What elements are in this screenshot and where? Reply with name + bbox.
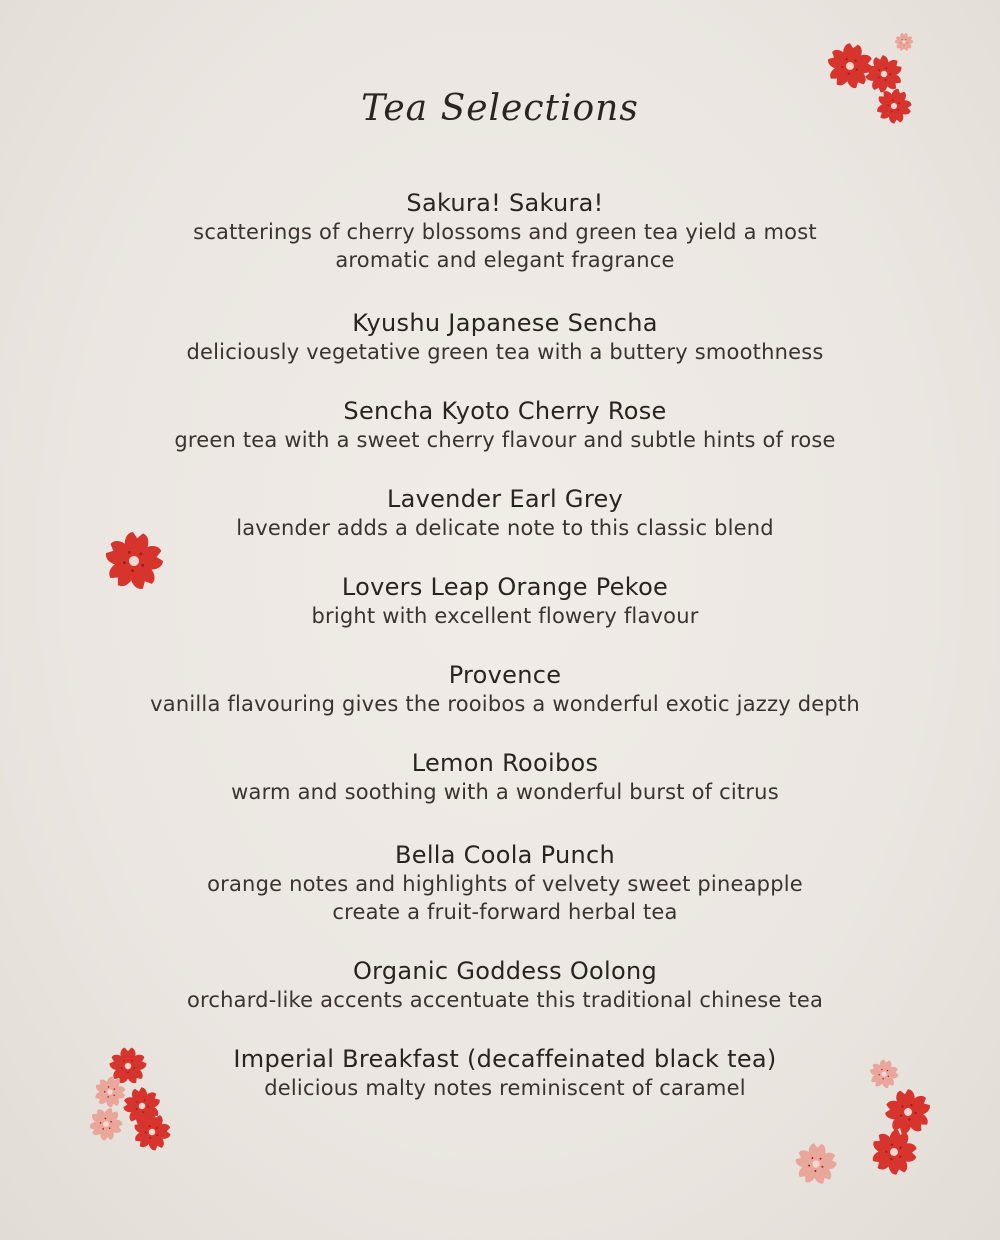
menu-item (60, 956, 950, 1014)
menu-item (60, 748, 950, 806)
tea-description: green tea with a sweet cherry flavour and subtle hints of rose (174, 428, 836, 452)
cherry-blossom-icon (894, 33, 914, 52)
tea-description: warm and soothing with a wonderful burst of citrus (231, 780, 779, 804)
tea-name: Organic Goddess Oolong (352, 957, 658, 985)
tea-name: Provence (448, 661, 562, 689)
cherry-blossom-icon (869, 82, 918, 128)
menu-item (60, 840, 950, 926)
cherry-blossom-icon (863, 1123, 924, 1183)
menu-item (60, 396, 950, 454)
tea-description: vanilla flavouring gives the rooibos a wonderful exotic jazzy depth (150, 692, 860, 716)
tea-name: Bella Coola Punch (394, 841, 615, 869)
tea-description: bright with excellent flowery flavour (311, 604, 699, 628)
cherry-blossom-icon (108, 1048, 148, 1086)
tea-menu-list (60, 188, 950, 1102)
tea-description: orange notes and highlights of velvety sweet pineapple (207, 872, 803, 896)
blossom-cluster-top-right-icon (812, 28, 922, 128)
menu-item (60, 572, 950, 630)
tea-description: deliciously vegetative green tea with a buttery smoothness (186, 340, 824, 364)
cherry-blossom-icon (880, 1086, 936, 1140)
tea-name: Sencha Kyoto Cherry Rose (343, 397, 667, 425)
tea-description: orchard-like accents accentuate this traditional chinese tea (186, 988, 824, 1012)
blossom-cluster-bottom-right-icon (786, 1052, 946, 1192)
tea-description: lavender adds a delicate note to this classic blend (236, 516, 774, 540)
tea-name: Lavender Earl Grey (386, 485, 624, 513)
tea-name: Lemon Rooibos (411, 749, 599, 777)
tea-name: Sakura! Sakura! (406, 189, 604, 217)
tea-description: scatterings of cherry blossoms and green tea yield a most (193, 220, 817, 244)
cherry-blossom-icon (866, 1057, 901, 1091)
menu-item (60, 308, 950, 366)
tea-name: Kyushu Japanese Sencha (352, 309, 658, 337)
cherry-blossom-icon (100, 528, 168, 594)
page-title: Tea Selections (361, 88, 639, 129)
tea-description: create a fruit-forward herbal tea (332, 900, 678, 924)
menu-item (60, 660, 950, 718)
tea-description: delicious malty notes reminiscent of caramel (264, 1076, 746, 1100)
menu-item (60, 188, 950, 274)
cherry-blossom-icon (84, 1101, 129, 1148)
tea-name: Imperial Breakfast (decaffeinated black tea) (233, 1045, 777, 1073)
blossom-left-icon (100, 528, 170, 594)
blossom-cluster-bottom-left-icon (84, 1044, 184, 1154)
menu-item (60, 484, 950, 542)
cherry-blossom-icon (792, 1142, 839, 1187)
tea-description: aromatic and elegant fragrance (335, 248, 675, 272)
tea-name: Lovers Leap Orange Pekoe (341, 573, 669, 601)
